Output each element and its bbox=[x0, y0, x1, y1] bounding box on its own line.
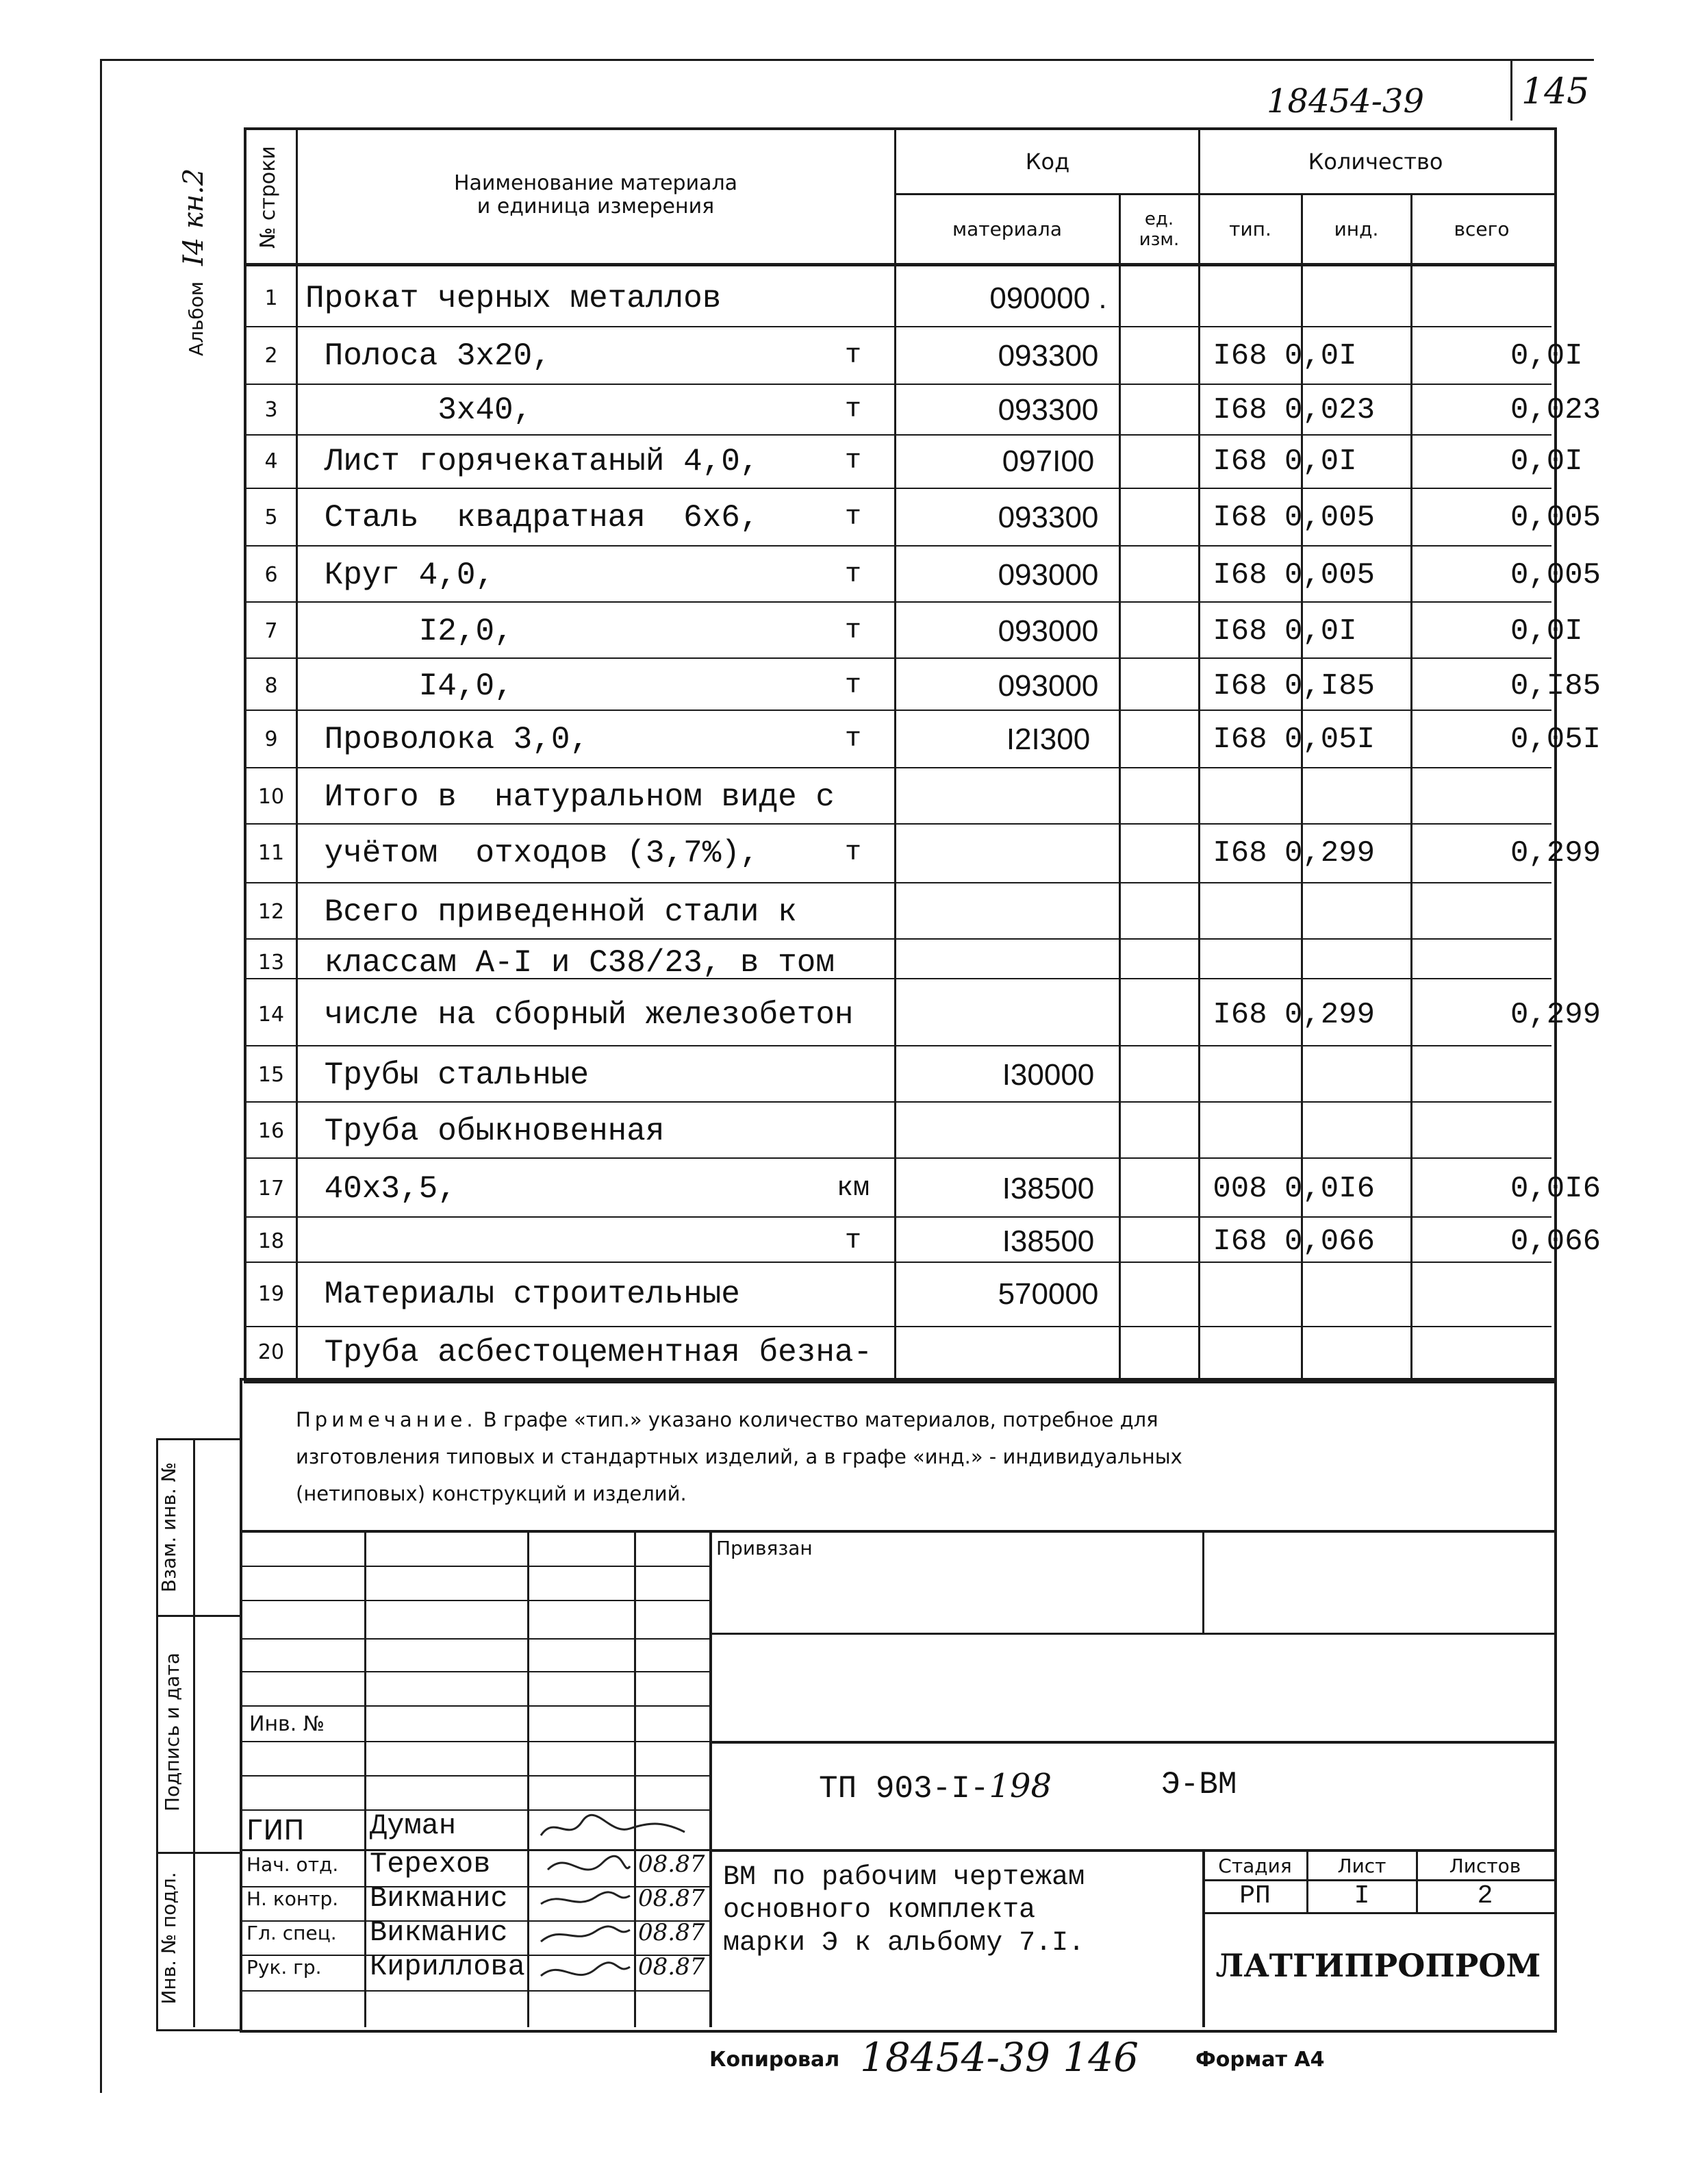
row-number: 17 bbox=[257, 1177, 285, 1201]
stamp-attach-line bbox=[709, 1633, 1554, 1635]
note-text-3: (нетиповых) конструкций и изделий. bbox=[296, 1482, 687, 1505]
table-row bbox=[244, 1048, 1551, 1103]
row-unit-code: I68 bbox=[1213, 669, 1267, 703]
signature-vikmanis-2 bbox=[541, 1926, 630, 1942]
stamp-date: 08.87 bbox=[638, 1919, 705, 1946]
stamp-top-line bbox=[240, 1530, 1554, 1533]
row-qty-total: 0,0I bbox=[1510, 444, 1583, 479]
stamp-row-5 bbox=[240, 1705, 709, 1707]
header-code: Код bbox=[1025, 149, 1070, 175]
table-row bbox=[244, 490, 1601, 545]
stamp-name: Думан bbox=[370, 1809, 457, 1842]
stamp-sheet-label: Лист bbox=[1337, 1854, 1386, 1877]
row-qty-total: 0,0I6 bbox=[1510, 1172, 1601, 1206]
stamp-row-4 bbox=[240, 1671, 709, 1672]
row-material-code: I30000 bbox=[1002, 1058, 1095, 1092]
row-material-name: Проволока 3,0, bbox=[305, 722, 590, 757]
header-bottom-line bbox=[244, 263, 1554, 266]
row-material-code: 093300 bbox=[998, 501, 1099, 534]
side-label-vzam: Взам. инв. № bbox=[157, 1461, 180, 1593]
row-unit: т bbox=[844, 446, 861, 477]
footer-copied-value: 18454-39 146 bbox=[860, 2034, 1139, 2081]
stamp-name: Кириллова bbox=[370, 1950, 525, 1983]
row-material-code: I38500 bbox=[1002, 1225, 1095, 1258]
row-qty-typ: 0,I85 bbox=[1284, 669, 1376, 703]
stamp-title-line-3: марки Э к альбому 7.I. bbox=[723, 1928, 1085, 1959]
row-qty-typ: 0,0I bbox=[1284, 444, 1357, 479]
row-material-code: 093300 bbox=[998, 393, 1099, 427]
stamp-title-line-2: основного комплекта bbox=[723, 1895, 1036, 1926]
row-unit-code: I68 bbox=[1213, 444, 1267, 479]
table-row bbox=[244, 1264, 1551, 1325]
row-qty-total: 0,0I bbox=[1510, 614, 1583, 649]
row-qty-typ: 0,0I bbox=[1284, 614, 1357, 649]
row-material-code: 093300 bbox=[998, 339, 1099, 373]
row-number: 4 bbox=[264, 449, 278, 473]
table-row bbox=[244, 386, 1601, 434]
note-text-2: изготовления типовых и стандартных изделий, а в графе «инд.» - индивидуальных bbox=[296, 1445, 1182, 1468]
row-material-code: 093000 bbox=[998, 669, 1099, 703]
row-number: 11 bbox=[257, 841, 285, 865]
row-material-name: Всего приведенной стали к bbox=[305, 894, 797, 930]
stamp-date: 08.87 bbox=[638, 1953, 705, 1981]
row-number: 9 bbox=[264, 727, 278, 751]
row-qty-total: 0,005 bbox=[1510, 558, 1601, 592]
table-row bbox=[244, 885, 1551, 940]
note-label: Примечание. bbox=[296, 1408, 477, 1431]
row-qty-total: 0,0I bbox=[1510, 339, 1583, 373]
row-unit: т bbox=[844, 394, 861, 425]
row-number: 5 bbox=[264, 505, 278, 529]
row-material-name: числе на сборный железобетон bbox=[305, 997, 854, 1033]
row-qty-typ: 0,005 bbox=[1284, 501, 1376, 535]
sheet-reference: 18454-39 bbox=[1267, 82, 1424, 121]
row-unit: км bbox=[836, 1173, 870, 1204]
row-qty-typ: 0,299 bbox=[1284, 998, 1376, 1032]
row-qty-typ: 0,05I bbox=[1284, 723, 1376, 757]
row-material-name: классам А-I и С38/23, в том bbox=[305, 945, 835, 981]
table-row bbox=[244, 826, 1601, 881]
table-row bbox=[244, 436, 1583, 488]
header-qty-total: всего bbox=[1454, 218, 1510, 240]
row-unit: т bbox=[844, 560, 861, 590]
row-divider bbox=[244, 1326, 1551, 1327]
row-qty-total: 0,299 bbox=[1510, 836, 1601, 870]
table-row bbox=[244, 712, 1601, 767]
row-qty-total: 0,I85 bbox=[1510, 669, 1601, 703]
header-code-material: материала bbox=[952, 218, 1062, 240]
row-material-name: учётом отходов (3,7%), bbox=[305, 836, 759, 871]
stamp-attached-label: Привязан bbox=[716, 1537, 813, 1559]
stamp-designation-top bbox=[709, 1741, 1554, 1744]
stamp-name: Викманис bbox=[370, 1882, 508, 1915]
row-number: 2 bbox=[264, 344, 278, 368]
row-unit-code: I68 bbox=[1213, 1225, 1267, 1259]
row-unit: т bbox=[844, 838, 861, 868]
row-divider bbox=[244, 1045, 1551, 1046]
row-number: 10 bbox=[257, 785, 285, 809]
row-unit: т bbox=[844, 670, 861, 701]
row-material-name: Прокат черных металлов bbox=[305, 281, 722, 316]
row-unit: т bbox=[844, 502, 861, 533]
stamp-sheets-value: 2 bbox=[1477, 1881, 1493, 1911]
stamp-sheets-label: Листов bbox=[1449, 1854, 1521, 1877]
row-material-name: I4,0, bbox=[305, 668, 514, 704]
stamp-stage-col-1 bbox=[1306, 1849, 1308, 1912]
table-row bbox=[244, 604, 1583, 659]
stamp-stage-value: РП bbox=[1239, 1881, 1271, 1911]
row-divider bbox=[244, 767, 1551, 768]
row-number: 20 bbox=[257, 1340, 285, 1364]
header-qty-typ: тип. bbox=[1229, 218, 1271, 240]
row-number: 19 bbox=[257, 1282, 285, 1306]
album-label bbox=[178, 168, 210, 356]
side-label-podpis: Подпись и дата bbox=[161, 1653, 183, 1811]
row-number: 12 bbox=[257, 900, 285, 924]
row-number: 3 bbox=[264, 398, 278, 422]
footer-format-label: Формат А4 bbox=[1195, 2048, 1325, 2072]
header-material-name: Наименование материала и единица измерения bbox=[453, 171, 738, 218]
stamp-date: 08.87 bbox=[638, 1850, 705, 1878]
row-material-name: I2,0, bbox=[305, 614, 514, 649]
stamp-role: Н. контр. bbox=[246, 1887, 339, 1910]
signatures bbox=[527, 1808, 733, 2027]
row-unit-code: I68 bbox=[1213, 339, 1267, 373]
stamp-stage-col-2 bbox=[1416, 1849, 1418, 1912]
album-value: I4 кн.2 bbox=[178, 168, 210, 266]
row-material-code: I2I300 bbox=[1006, 723, 1091, 756]
note-text-1: В графе «тип.» указано количество материалов, потребное для bbox=[483, 1408, 1158, 1431]
row-number: 15 bbox=[257, 1063, 285, 1087]
stamp-row-2 bbox=[240, 1600, 709, 1601]
stamp-role: Нач. отд. bbox=[246, 1853, 339, 1876]
stamp-title-line-1: ВМ по рабочим чертежам bbox=[723, 1862, 1085, 1893]
stamp-designation-number: 198 bbox=[989, 1767, 1052, 1805]
stamp-row-1 bbox=[240, 1566, 709, 1567]
table-row bbox=[244, 941, 1551, 985]
row-material-name: Круг 4,0, bbox=[305, 557, 495, 593]
row-qty-typ: 0,023 bbox=[1284, 393, 1376, 427]
row-unit: т bbox=[844, 616, 861, 647]
page-number-divider bbox=[1510, 59, 1512, 121]
stamp-title bbox=[723, 1861, 1085, 1960]
row-material-name: Труба обыкновенная bbox=[305, 1114, 665, 1149]
row-qty-typ: 0,299 bbox=[1284, 836, 1376, 870]
stamp-name: Викманис bbox=[370, 1916, 508, 1949]
row-qty-total: 0,005 bbox=[1510, 501, 1601, 535]
row-material-code: 570000 bbox=[998, 1277, 1099, 1311]
stamp-designation bbox=[819, 1767, 1052, 1807]
stamp-col-1 bbox=[364, 1530, 366, 2027]
stamp-inv-no: Инв. № bbox=[249, 1712, 325, 1736]
row-divider bbox=[244, 326, 1551, 327]
signature-vikmanis-1 bbox=[541, 1892, 630, 1904]
row-number: 16 bbox=[257, 1119, 285, 1143]
header-mid-line bbox=[894, 193, 1554, 195]
table-row bbox=[244, 770, 1551, 825]
row-qty-total: 0,066 bbox=[1510, 1225, 1601, 1259]
row-qty-total: 0,299 bbox=[1510, 998, 1601, 1032]
table-row bbox=[244, 271, 1551, 326]
row-divider bbox=[244, 545, 1551, 547]
row-unit-code: I68 bbox=[1213, 393, 1267, 427]
stamp-name: Терехов bbox=[370, 1848, 491, 1881]
stamp-row-6 bbox=[240, 1741, 709, 1742]
stamp-attach-divider bbox=[1202, 1530, 1204, 1633]
row-material-name: Сталь квадратная 6х6, bbox=[305, 500, 759, 536]
row-material-code: 090000 . bbox=[989, 281, 1107, 315]
header-qty-ind: инд. bbox=[1334, 218, 1379, 240]
row-number: 6 bbox=[264, 563, 278, 587]
row-qty-total: 0,05I bbox=[1510, 723, 1601, 757]
row-unit-code: I68 bbox=[1213, 501, 1267, 535]
stamp-role: ГИП bbox=[246, 1815, 305, 1846]
row-unit-code: I68 bbox=[1213, 998, 1267, 1032]
page-number: 145 bbox=[1521, 71, 1590, 112]
album-label-text: Альбом bbox=[185, 281, 207, 356]
table-row bbox=[244, 1219, 1601, 1264]
table-row bbox=[244, 329, 1583, 384]
table-row bbox=[244, 548, 1601, 603]
stamp-row-3 bbox=[240, 1638, 709, 1640]
row-unit-code: I68 bbox=[1213, 723, 1267, 757]
row-qty-total: 0,023 bbox=[1510, 393, 1601, 427]
top-border bbox=[101, 59, 1594, 61]
row-material-code: 097I00 bbox=[1002, 444, 1095, 478]
row-divider bbox=[244, 882, 1551, 883]
side-strip-line-2 bbox=[156, 1852, 241, 1854]
table-row bbox=[244, 1329, 1551, 1377]
row-qty-typ: 0,066 bbox=[1284, 1225, 1376, 1259]
row-divider bbox=[244, 384, 1551, 385]
side-strip-line-1 bbox=[156, 1615, 241, 1617]
row-unit: т bbox=[844, 724, 861, 755]
row-number: 14 bbox=[257, 1003, 285, 1027]
row-qty-typ: 0,0I bbox=[1284, 339, 1357, 373]
stamp-role: Рук. гр. bbox=[246, 1956, 322, 1979]
table-row bbox=[244, 985, 1601, 1045]
row-qty-typ: 0,0I6 bbox=[1284, 1172, 1376, 1206]
header-code-unit: ед. изм. bbox=[1139, 209, 1180, 250]
side-strip-divider bbox=[193, 1438, 195, 2027]
stamp-organization: ЛАТГИПРОПРОМ bbox=[1215, 1947, 1541, 1984]
row-unit-code: I68 bbox=[1213, 614, 1267, 649]
row-unit-code: I68 bbox=[1213, 836, 1267, 870]
row-number: 18 bbox=[257, 1229, 285, 1253]
header-quantity: Количество bbox=[1308, 149, 1443, 175]
row-divider bbox=[244, 488, 1551, 489]
left-border bbox=[100, 59, 102, 2093]
stamp-date: 08.87 bbox=[638, 1885, 705, 1912]
row-material-name: Трубы стальные bbox=[305, 1057, 590, 1093]
signature-duman bbox=[541, 1815, 685, 1835]
row-unit: т bbox=[844, 340, 861, 371]
stamp-row-7 bbox=[240, 1775, 709, 1777]
table-row bbox=[244, 660, 1601, 712]
stamp-sheet-value: I bbox=[1354, 1881, 1370, 1911]
row-material-name: 3х40, bbox=[305, 392, 533, 428]
row-qty-typ: 0,005 bbox=[1284, 558, 1376, 592]
stamp-stage-label: Стадия bbox=[1218, 1854, 1292, 1877]
row-material-code: I38500 bbox=[1002, 1172, 1095, 1205]
row-unit-code: I68 bbox=[1213, 558, 1267, 592]
stamp-stage-line-2 bbox=[1202, 1912, 1554, 1914]
row-material-code: 093000 bbox=[998, 558, 1099, 592]
row-number: 8 bbox=[264, 674, 278, 698]
stamp-designation-prefix: ТП 903-I- bbox=[819, 1771, 989, 1807]
row-number: 13 bbox=[257, 951, 285, 975]
header-row-number: № строки bbox=[256, 146, 280, 249]
row-material-name: Труба асбестоцементная безна- bbox=[305, 1335, 873, 1370]
row-material-name: Материалы строительные bbox=[305, 1277, 740, 1312]
signature-terekhov bbox=[548, 1856, 630, 1870]
row-number: 1 bbox=[264, 286, 278, 310]
row-material-code: 093000 bbox=[998, 614, 1099, 648]
table-row bbox=[244, 1104, 1551, 1159]
footer-copied-label: Копировал bbox=[709, 2048, 840, 2072]
signature-kirillova bbox=[541, 1963, 630, 1976]
row-unit-code: 008 bbox=[1213, 1172, 1267, 1206]
stamp-role: Гл. спец. bbox=[246, 1922, 337, 1944]
row-material-name: Полоса 3х20, bbox=[305, 338, 551, 374]
row-unit: т bbox=[844, 1226, 861, 1257]
stamp-designation-code: Э-ВМ bbox=[1161, 1767, 1237, 1803]
table-row bbox=[244, 1160, 1601, 1218]
row-number: 7 bbox=[264, 619, 278, 643]
side-label-inv-podl: Инв. № подл. bbox=[157, 1872, 180, 2005]
row-material-name: Итого в натуральном виде с bbox=[305, 779, 835, 815]
row-material-name: 40х3,5, bbox=[305, 1171, 457, 1207]
row-material-name: Лист горячекатаный 4,0, bbox=[305, 444, 759, 479]
